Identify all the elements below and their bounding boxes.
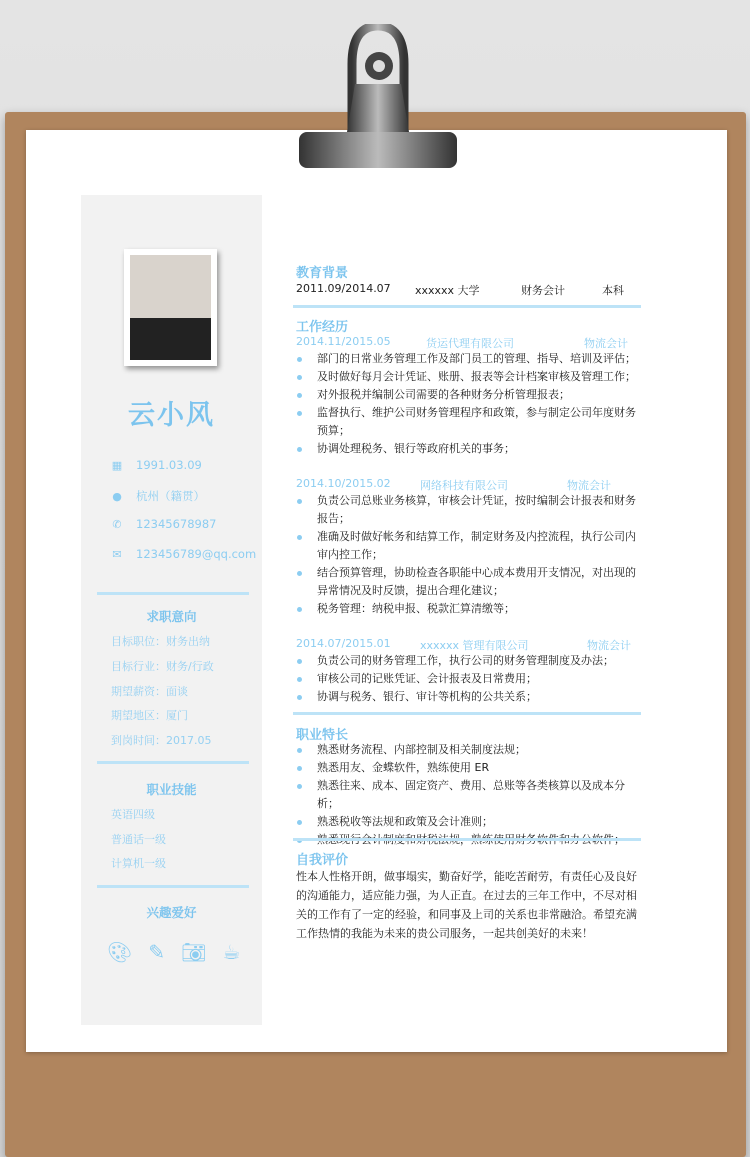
specialties-list	[296, 741, 636, 849]
list-item: 部门的日常业务管理工作及部门员工的管理、指导、培训及评估；	[296, 350, 636, 368]
intent-item: 期望薪资：面谈	[111, 685, 188, 698]
job-company: 网络科技有限公司	[420, 479, 508, 492]
education-major: 财务会计	[521, 284, 565, 297]
list-item: 熟悉往来、成本、固定资产、费用、总账等各类核算以及成本分析；	[296, 777, 636, 813]
calendar-icon: ▦	[111, 458, 123, 472]
divider	[97, 885, 249, 888]
divider	[97, 592, 249, 595]
self-eval-text: 性本人性格开朗，做事塌实，勤奋好学，能吃苦耐劳，有责任心及良好的沟通能力，适应能力强，为人正直。在过去的三年工作中，不尽对相关的工作有了一定的经验，和同事及上司的关系也非常融洽。希望充满工作热情的我能为未来的贵公司服务，一起共创美好的未来！	[296, 870, 637, 940]
job-period: 2014.11/2015.05	[296, 335, 391, 348]
divider	[293, 712, 641, 715]
list-item: 熟悉税收等法规和政策及会计准则；	[296, 813, 636, 831]
education-degree: 本科	[602, 284, 624, 297]
camera-icon: 📷︎	[181, 940, 207, 964]
job-duties	[296, 492, 636, 618]
list-item: 及时做好每月会计凭证、账册、报表等会计档案审核及管理工作；	[296, 368, 636, 386]
location-icon: ●	[112, 489, 122, 503]
hobbies-heading: 兴趣爱好	[146, 905, 197, 920]
location-text: 杭州（籍贯）	[136, 489, 205, 503]
self-eval-heading: 自我评价	[296, 853, 349, 868]
list-item: 协调处理税务、银行等政府机关的事务；	[296, 440, 636, 458]
mail-icon: ✉	[112, 547, 122, 561]
divider	[97, 761, 249, 764]
profile-photo	[124, 249, 217, 366]
skills-heading: 职业技能	[146, 782, 197, 797]
intent-item: 目标行业：财务/行政	[111, 660, 214, 673]
hobbies-icons	[107, 940, 240, 964]
job-period: 2014.07/2015.01	[296, 637, 391, 650]
skill-item: 普通话一级	[111, 833, 166, 846]
candidate-name: 云小风	[128, 400, 215, 431]
job-period: 2014.10/2015.02	[296, 477, 391, 490]
intent-item: 目标职位：财务出纳	[111, 635, 210, 648]
divider	[293, 305, 641, 308]
skill-item: 计算机一级	[111, 857, 166, 870]
list-item: 负责公司总账业务核算，审核会计凭证，按时编制会计报表和财务报告；	[296, 492, 636, 528]
job-duties	[296, 350, 636, 458]
intent-item: 期望地区：厦门	[111, 709, 188, 722]
palette-icon: 🎨︎	[107, 940, 133, 964]
birthdate	[110, 458, 202, 472]
intent-heading: 求职意向	[146, 609, 197, 624]
list-item: 结合预算管理，协助检查各职能中心成本费用开支情况，对出现的异常情况及时反馈，提出合理化建议；	[296, 564, 636, 600]
coffee-icon: ☕︎	[222, 940, 241, 964]
sidebar	[81, 195, 262, 1025]
list-item: 协调与税务、银行、审计等机构的公共关系；	[296, 688, 636, 706]
list-item: 对外报税并编制公司需要的各种财务分析管理报表；	[296, 386, 636, 404]
binder-clip-icon	[297, 24, 459, 170]
education-school: xxxxxx 大学	[415, 284, 480, 297]
job-role: 物流会计	[584, 337, 628, 350]
list-item: 熟悉财务流程、内部控制及相关制度法规；	[296, 741, 636, 759]
list-item: 税务管理：纳税申报、税款汇算清缴等；	[296, 600, 636, 618]
phone-icon: ✆	[112, 517, 122, 531]
job-role: 物流会计	[587, 639, 631, 652]
education-period: 2011.09/2014.07	[296, 282, 391, 295]
phone	[110, 517, 216, 531]
list-item: 监督执行、维护公司财务管理程序和政策，参与制定公司年度财务预算；	[296, 404, 636, 440]
job-role: 物流会计	[567, 479, 611, 492]
list-item: 审核公司的记账凭证、会计报表及日常费用；	[296, 670, 636, 688]
specialties-heading: 职业特长	[296, 728, 349, 743]
location	[110, 488, 205, 504]
phone-text: 12345678987	[136, 517, 217, 531]
email-text: 123456789@qq.com	[136, 547, 257, 561]
list-item: 熟悉用友、金蝶软件，熟练使用 ER	[296, 759, 636, 777]
list-item: 负责公司的财务管理工作，执行公司的财务管理制度及办法；	[296, 652, 636, 670]
job-company: 货运代理有限公司	[426, 337, 514, 350]
job-duties	[296, 652, 636, 706]
work-heading: 工作经历	[296, 320, 349, 335]
pen-icon: ✎	[148, 940, 166, 964]
birthdate-text: 1991.03.09	[136, 458, 202, 472]
intent-item: 到岗时间：2017.05	[111, 734, 212, 747]
email	[110, 547, 256, 561]
divider	[293, 838, 641, 841]
skill-item: 英语四级	[111, 808, 155, 821]
education-heading: 教育背景	[296, 266, 349, 281]
job-company: xxxxxx 管理有限公司	[420, 639, 529, 652]
list-item: 准确及时做好帐务和结算工作，制定财务及内控流程，执行公司内审内控工作；	[296, 528, 636, 564]
